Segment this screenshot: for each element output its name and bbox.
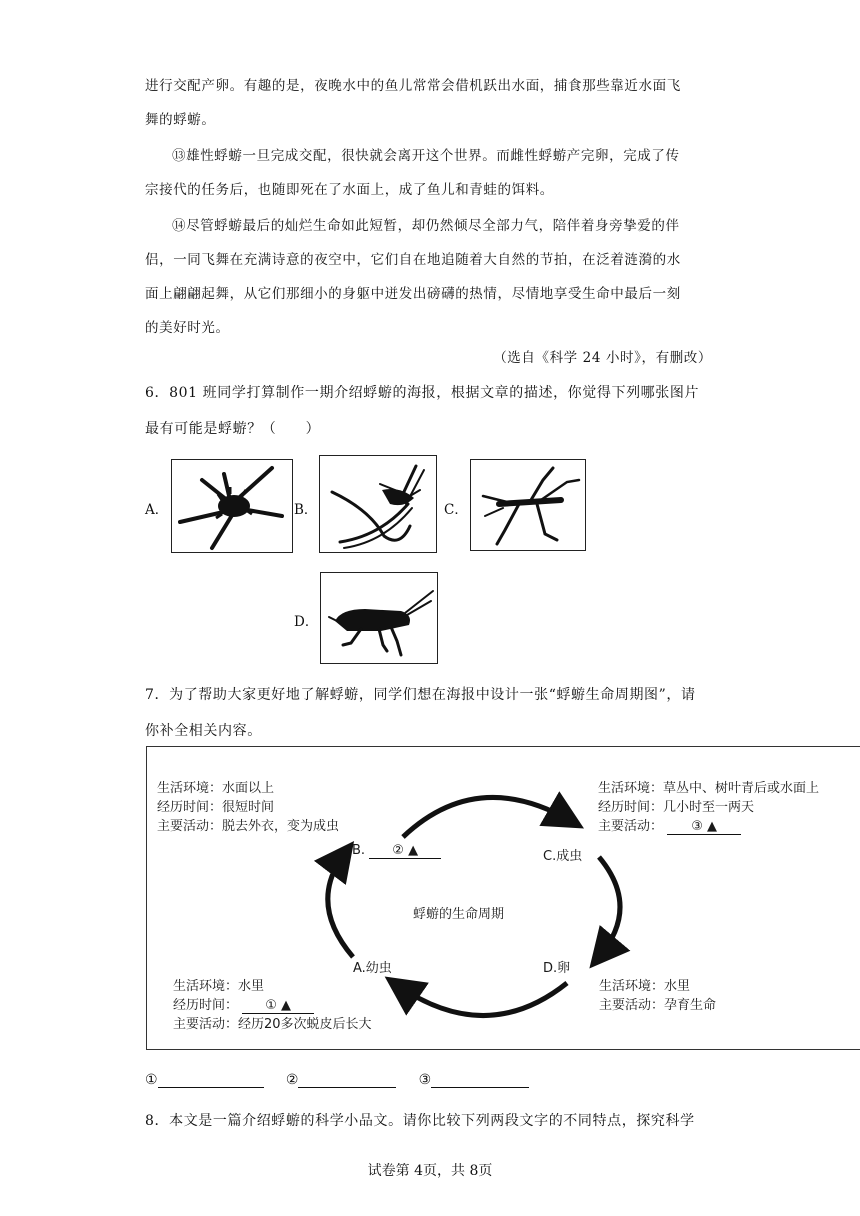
passage-line: 侣，一同飞舞在充满诗意的夜空中，它们自在地追随着大自然的节拍，在泛着涟漪的水 (145, 252, 681, 268)
mayfly-long-tail-icon (320, 456, 436, 552)
answer-3-marker: ③ (418, 1072, 432, 1088)
bottom-left-label: 经历时间： (173, 998, 239, 1013)
top-right-info: 经历时间：几小时至一两天 (598, 800, 755, 815)
water-strider-icon (471, 460, 585, 550)
top-left-info: 生活环境：水面以上 (157, 781, 275, 796)
grasshopper-icon (321, 573, 437, 663)
bottom-left-info (173, 994, 314, 1014)
passage-line: 进行交配产卵。有趣的是，夜晚水中的鱼儿常常会借机跃出水面，捕食那些靠近水面飞 (145, 78, 681, 94)
answer-2-marker: ② (285, 1072, 299, 1088)
option-b-image[interactable] (319, 455, 437, 553)
passage-line: 舞的蜉蝣。 (145, 112, 216, 128)
paragraph-13: ⑬雄性蜉蝣一旦完成交配，很快就会离开这个世界。而雌性蜉蝣产完卵，完成了传 (172, 148, 680, 164)
stage-a: A.幼虫 (353, 961, 392, 976)
blank-1[interactable]: ① ▲ (242, 998, 314, 1014)
question-7-text: 你补全相关内容。 (145, 723, 262, 739)
top-right-label: 主要活动： (598, 819, 664, 834)
answer-2-field[interactable] (298, 1073, 396, 1088)
top-right-info (598, 815, 741, 835)
page-footer: 试卷第 4页，共 8页 (367, 1163, 493, 1179)
top-right-info: 生活环境：草丛中、树叶青后或水面上 (598, 781, 820, 796)
arrow-c-to-d (599, 857, 620, 957)
question-8-text: 8．本文是一篇介绍蜉蝣的科学小品文。请你比较下列两段文字的不同特点，探究科学 (145, 1113, 695, 1129)
answer-3-field[interactable] (431, 1073, 529, 1088)
spider-like-insect-icon (172, 460, 292, 552)
life-cycle-diagram (146, 746, 860, 1050)
arrow-a-to-b (328, 853, 353, 957)
option-a-label[interactable]: A． (145, 502, 169, 518)
option-c-image[interactable] (470, 459, 586, 551)
question-6-text: 6．801 班同学打算制作一期介绍蜉蝣的海报，根据文章的描述，你觉得下列哪张图片 (145, 385, 700, 401)
stage-d: D.卵 (543, 961, 571, 976)
paragraph-14: ⑭尽管蜉蝣最后的灿烂生命如此短暂，却仍然倾尽全部力气，陪伴着身旁挚爱的伴 (172, 218, 680, 234)
bottom-left-info: 主要活动：经历20多次蜕皮后长大 (173, 1017, 372, 1032)
answer-1-field[interactable] (158, 1073, 264, 1088)
option-c-label[interactable]: C． (444, 502, 468, 518)
option-b-label[interactable]: B． (294, 502, 318, 518)
bottom-left-info: 生活环境：水里 (173, 979, 265, 994)
top-left-info: 经历时间：很短时间 (157, 800, 275, 815)
option-d-image[interactable] (320, 572, 438, 664)
option-a-image[interactable] (171, 459, 293, 553)
passage-line: 面上翩翩起舞，从它们那细小的身躯中迸发出磅礴的热情，尽情地享受生命中最后一刻 (145, 286, 681, 302)
question-6-text: 最有可能是蜉蝣？（ ） (145, 421, 321, 437)
bottom-right-info: 生活环境：水里 (599, 979, 691, 994)
answer-blanks (145, 1072, 529, 1088)
blank-2[interactable]: ② ▲ (369, 843, 441, 859)
passage-line: 的美好时光。 (145, 320, 230, 336)
stage-b-label: B. (352, 843, 366, 858)
arrow-d-to-a (397, 983, 567, 1016)
bottom-right-info: 主要活动：孕育生命 (599, 998, 717, 1013)
stage-c: C.成虫 (543, 849, 583, 864)
blank-3[interactable]: ③ ▲ (667, 819, 741, 835)
diagram-center-title: 蜉蝣的生命周期 (413, 907, 505, 922)
source-citation: （选自《科学 24 小时》，有删改） (493, 350, 712, 366)
question-7-text: 7．为了帮助大家更好地了解蜉蝣，同学们想在海报中设计一张“蜉蝣生命周期图”，请 (145, 687, 696, 703)
answer-1-marker: ① (145, 1072, 158, 1088)
top-left-info: 主要活动：脱去外衣，变为成虫 (157, 819, 340, 834)
arrow-b-to-c (403, 797, 571, 837)
stage-b (352, 843, 441, 859)
passage-line: 宗接代的任务后，也随即死在了水面上，成了鱼儿和青蛙的饵料。 (145, 182, 554, 198)
option-d-label[interactable]: D． (294, 614, 319, 630)
